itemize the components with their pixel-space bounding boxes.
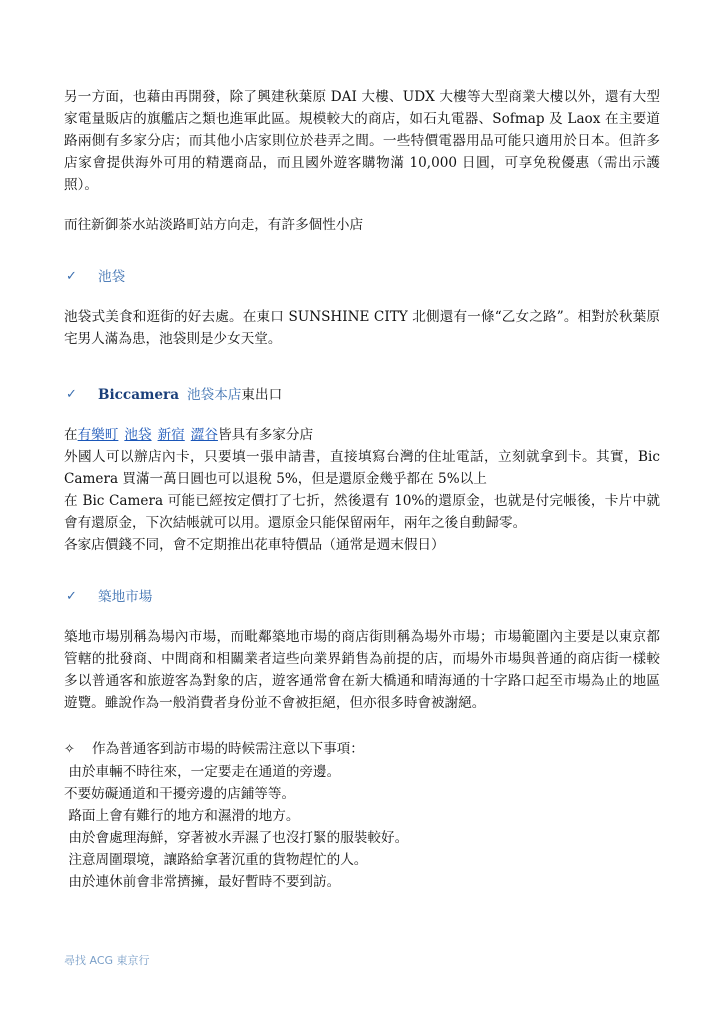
section-title-ikebukuro: 池袋 [98,269,126,285]
notes-heading-text: 作為普通客到訪市場的時候需注意以下事項： [92,741,364,757]
list-item: 由於會處理海鮮，穿著被水弄濕了也沒打緊的服裝較好。 [64,830,409,846]
branch-link-yurakucho[interactable]: 有樂町 [77,427,119,443]
list-item: 注意周圍環境，讓路給拿著沉重的貨物趕忙的人。 [64,852,368,868]
list-item: 路面上會有難行的地方和濕滑的地方。 [64,808,300,824]
checkmark-icon: ✓ [66,589,77,604]
biccamera-exit-label: 東出口 [241,387,283,403]
notes-list [64,761,660,893]
section-heading-tsukiji [64,586,660,608]
section-heading-biccamera [64,384,660,406]
biccamera-card-paragraph: 外國人可以辦店內卡，只要填一張申請書，直接填寫台灣的住址電話，立刻就拿到卡。其實，Bic Camera 買滿一萬日圓也可以退稅 5%，但是還原金幾乎都在 5%以上 [64,449,665,487]
ikebukuro-paragraph: 池袋式美食和逛街的好去處。在東口 SUNSHINE CITY 北側還有一條“乙女之路”。相對於秋葉原宅男人滿為患，池袋則是少女天堂。 [64,309,660,347]
biccamera-price-line: 各家店價錢不同，會不定期推出花車特價品（通常是週末假日） [64,537,445,553]
checkmark-icon: ✓ [66,269,77,284]
biccamera-discount-paragraph: 在 Bic Camera 可能已經按定價打了七折，然後還有 10%的還原金，也就是付完帳後，卡片中就會有還原金，下次結帳就可以用。還原金只能保留兩年，兩年之後自動歸零。 [64,493,660,531]
intro-line-shops: 而往新御茶水站淡路町站方向走，有許多個性小店 [64,217,364,233]
list-item: 由於連休前會非常擠擁，最好暫時不要到訪。 [64,874,341,890]
branch-link-shinjuku[interactable]: 新宿 [157,427,185,443]
section-title-biccamera: Biccamera [98,387,180,403]
page-footer: 尋找 ACG 東京行 [64,954,150,967]
notes-heading [64,738,660,761]
diamond-bullet-icon: ✧ [64,742,75,757]
tsukiji-paragraph: 築地市場別稱為場內市場，而毗鄰築地市場的商店街則稱為場外市場；市場範圍內主要是以東京都管轄的批發商、中間商和相關業者這些向業界銷售為前提的店，而場外市場與普通的商店街一樣較多以普通客和旅遊客為對象的店，遊客通常會在新大橋通和晴海通的十字路口起至市場為止的地區遊覽。雖說作為一般消費者身份並不會被拒絕，但亦很多時會被謝絕。 [64,629,660,711]
document-body [64,86,665,893]
branches-prefix: 在 [64,427,78,443]
section-heading-ikebukuro [64,266,660,288]
section-title-tsukiji: 築地市場 [98,589,153,605]
checkmark-icon: ✓ [66,387,77,402]
biccamera-branches-line [64,424,660,446]
list-item: 由於車輛不時往來，一定要走在通道的旁邊。 [64,764,341,780]
biccamera-store-link[interactable]: 池袋本店 [187,387,242,403]
intro-paragraph: 另一方面，也藉由再開發，除了興建秋葉原 DAI 大樓、UDX 大樓等大型商業大樓以外，還有大型家電量販店的旗艦店之類也進軍此區。規模較大的商店，如石丸電器、Sofmap 及 Laox 在主要道路兩側有多家分店；而其他小店家則位於巷弄之間。一些特價電器用品可能只適用於日本。但許多店家會提供海外可用的精選商品，而且國外遊客購物滿 10,000 日圓，可享免稅優惠（需出示護照）。 [64,89,660,193]
list-item: 不要妨礙通道和干擾旁邊的店鋪等等。 [64,786,296,802]
branch-link-shibuya[interactable]: 澀谷 [190,427,218,443]
branch-link-ikebukuro[interactable]: 池袋 [124,427,152,443]
branches-suffix: 皆具有多家分店 [217,427,314,443]
